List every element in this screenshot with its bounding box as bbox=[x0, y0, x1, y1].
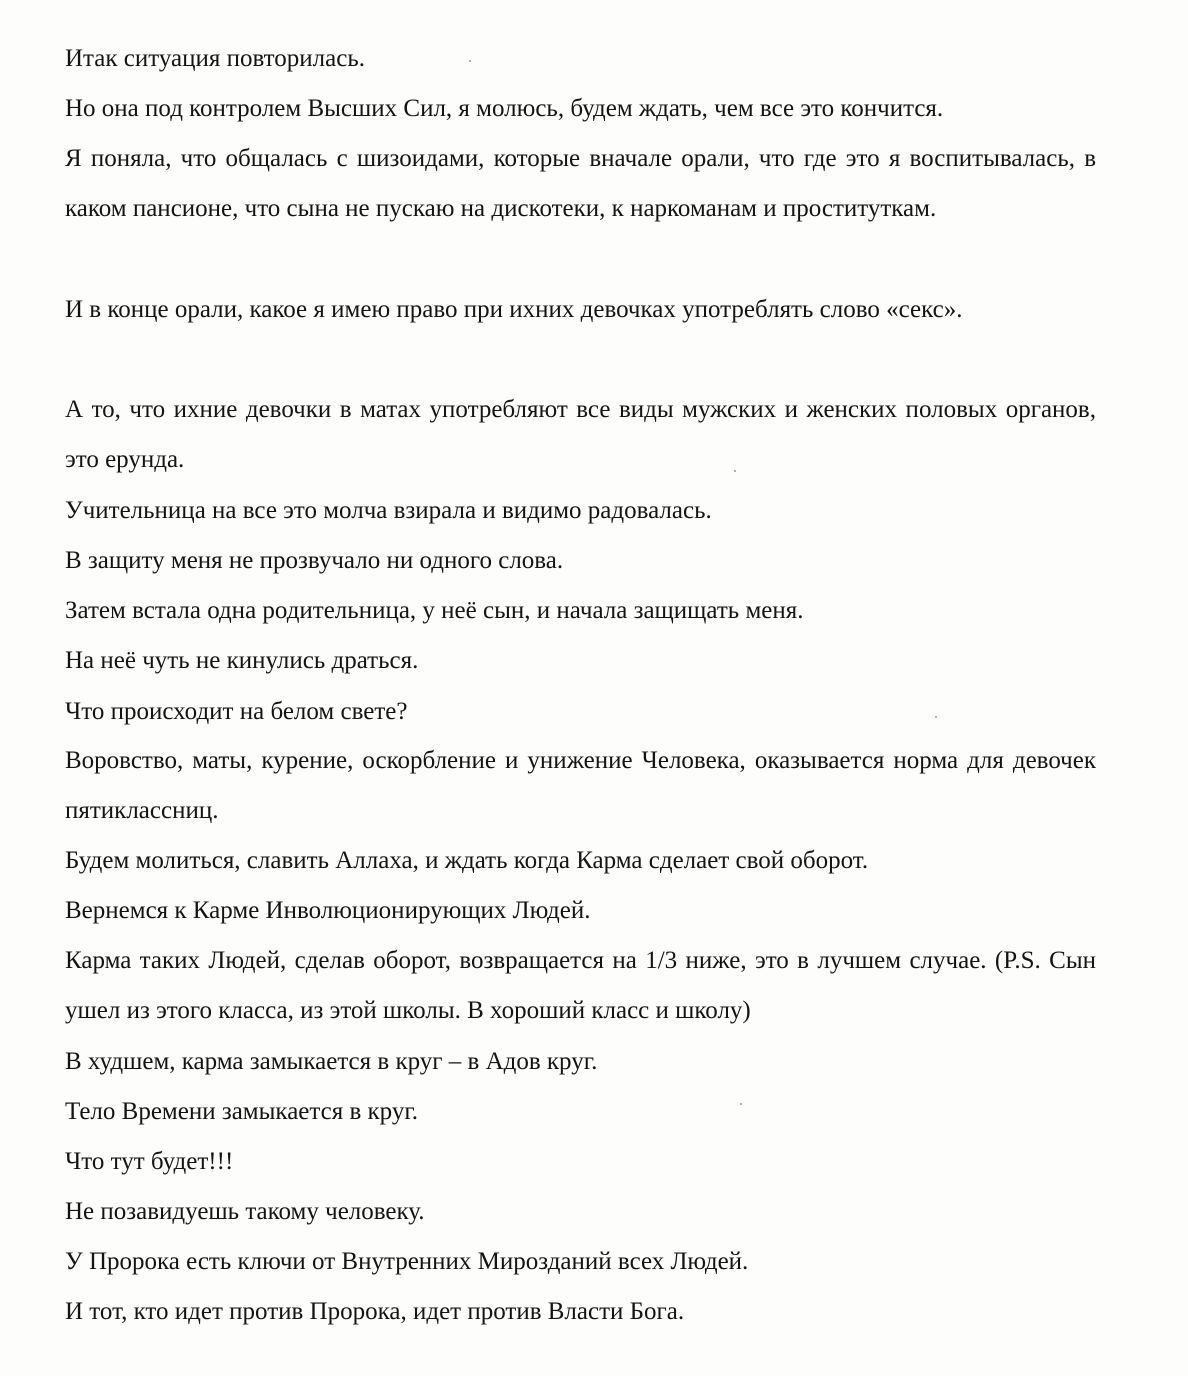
paragraph: Затем встала одна родительница, у неё сын, и начала защищать меня. bbox=[65, 597, 804, 624]
paragraph: Воровство, маты, курение, оскорбление и унижение Человека, оказывается норма для девочек пятиклассниц. bbox=[65, 747, 1096, 825]
paragraph: Не позавидуешь такому человеку. bbox=[65, 1198, 425, 1225]
paragraph: В худшем, карма замыкается в круг – в Адов круг. bbox=[65, 1048, 598, 1075]
paragraph: Что тут будет!!! bbox=[65, 1148, 234, 1175]
scan-speck bbox=[469, 60, 471, 62]
paragraph: Будем молиться, славить Аллаха, и ждать когда Карма сделает свой оборот. bbox=[65, 847, 869, 874]
scan-speck bbox=[935, 716, 937, 718]
paragraph: В защиту меня не прозвучало ни одного слова. bbox=[65, 547, 564, 574]
paragraph: А то, что ихние девочки в матах употребляют все виды мужских и женских половых органов, это ерунда. bbox=[65, 396, 1096, 474]
paragraph: Учительница на все это молча взирала и видимо радовалась. bbox=[65, 497, 712, 524]
paragraph: Карма таких Людей, сделав оборот, возвращается на 1/3 ниже, это в лучшем случае. (P.S. Сын ушел из этого класса, из этой школы. В хороший класс и школу) bbox=[65, 947, 1096, 1025]
paragraph: Вернемся к Карме Инволюционирующих Людей. bbox=[65, 897, 591, 924]
scan-speck bbox=[740, 1103, 742, 1105]
paragraph: Но она под контролем Высших Сил, я молюсь, будем ждать, чем все это кончится. bbox=[65, 95, 944, 122]
paragraph: На неё чуть не кинулись драться. bbox=[65, 647, 419, 674]
paragraph: И в конце орали, какое я имею право при ихних девочках употреблять слово «секс». bbox=[65, 296, 963, 323]
paragraph: Я поняла, что общалась с шизоидами, которые вначале орали, что где это я воспитывалась, в каком пансионе, что сына не пускаю на дискотеки, к наркоманам и проституткам. bbox=[65, 145, 1096, 223]
paragraph: И тот, кто идет против Пророка, идет против Власти Бога. bbox=[65, 1298, 685, 1325]
paragraph: У Пророка есть ключи от Внутренних Мирозданий всех Людей. bbox=[65, 1248, 749, 1275]
paragraph: Что происходит на белом свете? bbox=[65, 698, 408, 725]
paragraph: Тело Времени замыкается в круг. bbox=[65, 1098, 419, 1125]
paragraph: Итак ситуация повторилась. bbox=[65, 45, 365, 72]
scan-speck bbox=[734, 470, 736, 472]
